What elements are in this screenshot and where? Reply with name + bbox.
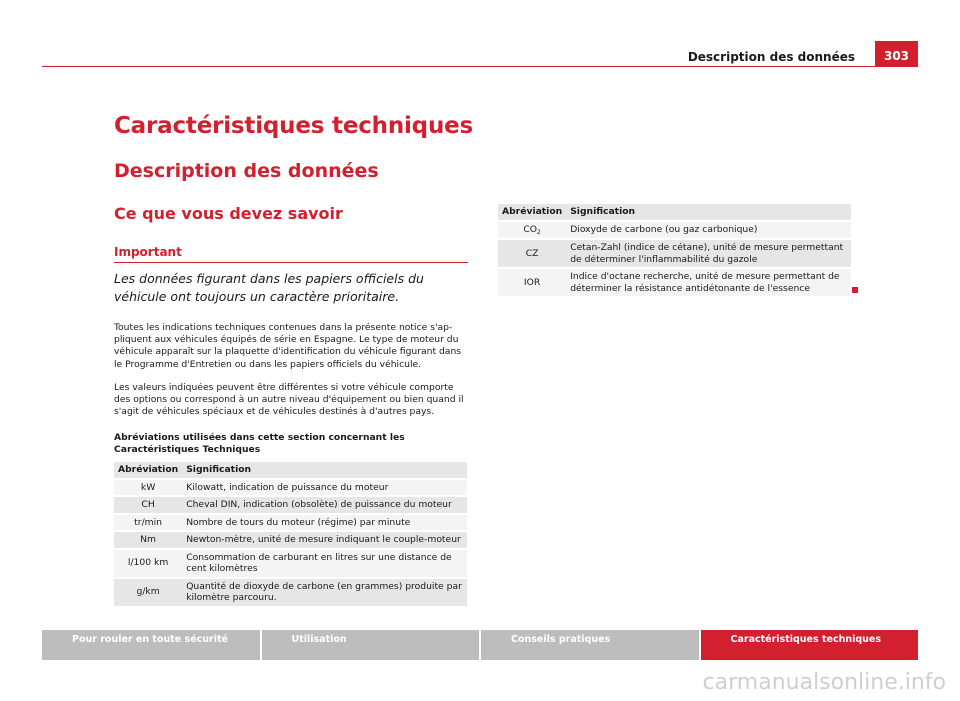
abbreviations-table-2 (498, 204, 851, 298)
meaning-cell: Cetan-Zahl (indice de cétane), unité de mesure permettant de déterminer l'inflammabilité du gazole (566, 240, 851, 269)
section-title: Description des données (114, 160, 379, 182)
meaning-cell: Cheval DIN, indication (obsolète) de puissance du moteur (182, 497, 467, 515)
page-number: 303 (875, 41, 918, 67)
abbr-cell: CH (114, 497, 182, 515)
paragraph-abbreviations-intro: Abréviations utilisées dans cette section concernant les Caractéristiques Techniques (114, 432, 405, 456)
section-end-marker (852, 287, 858, 293)
table-header-row (498, 204, 851, 222)
table-row (114, 550, 467, 579)
table-row (114, 497, 467, 515)
running-header-title: Description des données (687, 50, 855, 64)
important-lead-text: Les données figurant dans les papiers officiels du véhicule ont toujours un caractère prioritaire. (114, 271, 424, 304)
meaning-cell: Kilowatt, indication de puissance du moteur (182, 480, 467, 498)
table-row (498, 240, 851, 269)
table-row (498, 222, 851, 241)
abbr-cell: CZ (498, 240, 566, 269)
meaning-cell: Newton-mètre, unité de mesure indiquant le couple-moteur (182, 532, 467, 550)
table-row (114, 515, 467, 533)
chapter-tabs (42, 630, 918, 660)
column-header-meaning: Signification (566, 204, 851, 222)
chapter-title: Caractéristiques techniques (114, 113, 474, 139)
abbr-cell: kW (114, 480, 182, 498)
table-row (114, 480, 467, 498)
tab-utilisation[interactable]: Utilisation (262, 630, 480, 660)
co2-base: CO (523, 223, 537, 235)
subsection-title: Ce que vous devez savoir (114, 204, 343, 223)
table-row (498, 269, 851, 298)
meaning-cell: Nombre de tours du moteur (régime) par minute (182, 515, 467, 533)
abbr-cell: l/100 km (114, 550, 182, 579)
watermark: carmanualsonline.info (702, 670, 946, 695)
header-rule (42, 66, 918, 67)
abbr-cell: IOR (498, 269, 566, 298)
column-header-meaning: Signification (182, 462, 467, 480)
abbr-cell-co2 (498, 222, 566, 241)
tab-conseils-pratiques[interactable]: Conseils pratiques (481, 630, 699, 660)
abbr-cell: Nm (114, 532, 182, 550)
tab-caracteristiques-techniques[interactable]: Caractéristiques techniques (701, 630, 919, 660)
co2-subscript: 2 (537, 228, 541, 236)
table-row (114, 579, 467, 608)
column-header-abbreviation: Abréviation (498, 204, 566, 222)
table-header-row (114, 462, 467, 480)
abbr-cell: tr/min (114, 515, 182, 533)
important-rule (114, 262, 468, 263)
meaning-cell: Quantité de dioxyde de carbone (en grammes) produite par kilomètre parcouru. (182, 579, 467, 608)
meaning-cell: Indice d'octane recherche, unité de mesure permettant de déterminer la résistance antidétonante de l'essence (566, 269, 851, 298)
paragraph-values-differ: Les valeurs indiquées peuvent être différentes si votre véhicule comporte des options ou correspond à un autre niveau d'équipement ou bien quand il s'agit de véhicules spéciaux et de véhicules destinés à d'autres pays. (114, 382, 464, 418)
tab-pour-rouler[interactable]: Pour rouler en toute sécurité (42, 630, 260, 660)
paragraph-technical-data: Toutes les indications techniques contenues dans la présente notice s'ap-pliquent aux véhicules équipés de série en Espagne. Le type de moteur du véhicule apparaît sur la plaquette d'identification du véhicule figurant dans le Programme d'Entretien ou dans les papiers officiels du véhicule. (114, 322, 462, 370)
important-heading: Important (114, 245, 182, 259)
meaning-cell: Consommation de carburant en litres sur une distance de cent kilomètres (182, 550, 467, 579)
abbreviations-table-1 (114, 462, 467, 608)
column-header-abbreviation: Abréviation (114, 462, 182, 480)
meaning-cell: Dioxyde de carbone (ou gaz carbonique) (566, 222, 851, 241)
table-row (114, 532, 467, 550)
abbr-cell: g/km (114, 579, 182, 608)
